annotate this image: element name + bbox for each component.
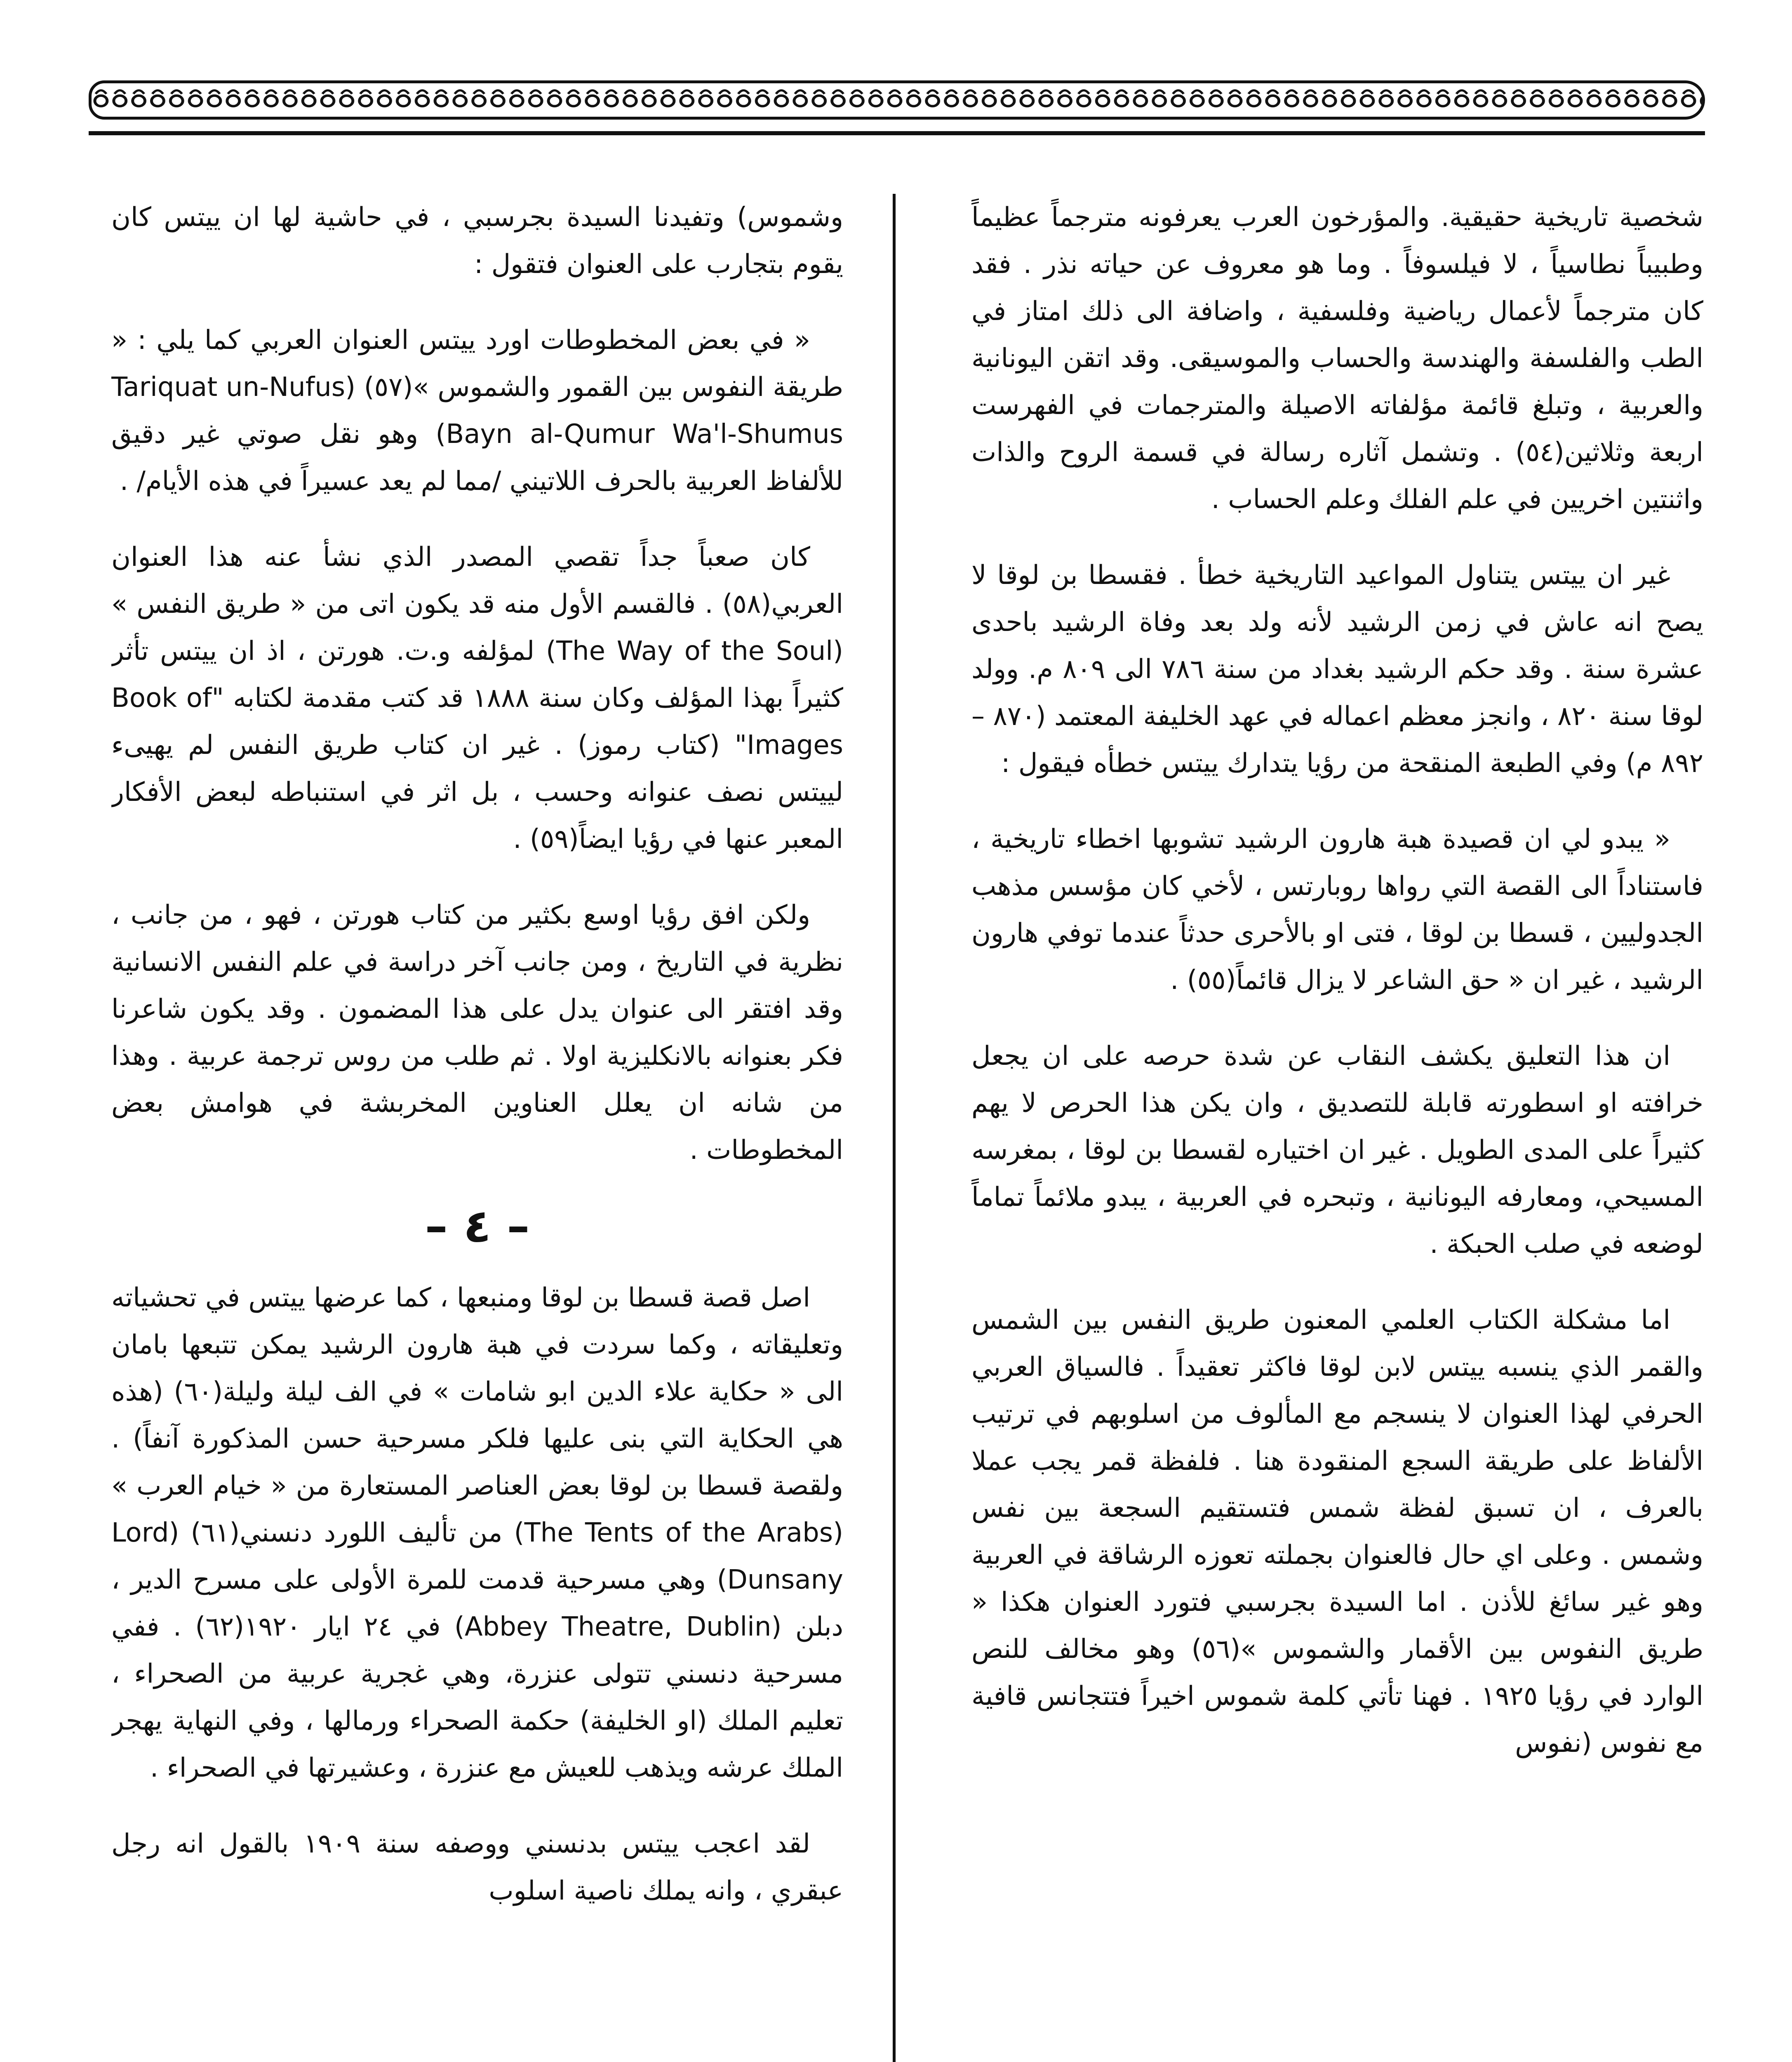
paragraph: اما مشكلة الكتاب العلمي المعنون طريق النفس بين الشمس والقمر الذي ينسبه ييتس لابن لوقا فاكثر تعقيداً . فالسياق العربي الحرفي لهذا العنوان لا ينسجم مع المألوف من اسلوبهم في ترتيب الألفاظ على طريقة السجع المنقودة هنا . فلفظة قمر يجب عملا بالعرف ، ان تسبق لفظة شمس فتستقيم السجعة بين نفس وشمس . وعلى اي حال فالعنوان بجملته تعوزه الرشاقة في العربية وهو غير سائغ للأذن . اما السيدة بجرسبي فتورد العنوان هكذا « طريق النفوس بين الأقمار والشموس »(٥٦) وهو مخالف للنص الوارد في رؤيا ١٩٢٥ . فهنا تأتي كلمة شموس اخيراً فتتجانس قافية مع نفوس (نفوس: [971, 1305, 1703, 1758]
column-divider: [893, 194, 896, 2062]
right-column: [971, 194, 1703, 2062]
paragraph: ولكن افق رؤيا اوسع بكثير من كتاب هورتن ، فهو ، من جانب ، نظرية في التاريخ ، ومن جانب آخر دراسة في علم النفس الانسانية وقد افتقر الى عنوان يدل على هذا المضمون . وقد يكون شاعرنا فكر بعنوانه بالانكليزية اولا . ثم طلب من روس ترجمة عربية . وهذا من شانه ان يعلل العناوين المخربشة في هوامش بعض المخطوطات .: [111, 900, 843, 1165]
paragraph: شخصية تاريخية حقيقية. والمؤرخون العرب يعرفونه مترجماً عظيماً وطبيباً نطاسياً ، لا فيلسوفاً . وما هو معروف عن حياته نذر . فقد كان مترجماً لأعمال رياضية وفلسفية ، واضافة الى ذلك امتاز في الطب والفلسفة والهندسة والحساب والموسيقى. وقد اتقن اليونانية والعربية ، وتبلغ قائمة مؤلفاته الاصيلة والمترجمات في الفهرست اربعة وثلاثين(٥٤) . وتشمل آثاره رسالة في قسمة الروح والذات واثنتين اخريين في علم الفلك وعلم الحساب .: [971, 202, 1703, 515]
paragraph: غير ان ييتس يتناول المواعيد التاريخية خطأ . فقسطا بن لوقا لا يصح انه عاش في زمن الرشيد لأنه ولد بعد وفاة الرشيد باحدى عشرة سنة . وقد حكم الرشيد بغداد من سنة ٧٨٦ الى ٨٠٩ م. وولد لوقا سنة ٨٢٠ ، وانجز معظم اعماله في عهد الخليفة المعتمد (٨٧٠ – ٨٩٢ م) وفي الطبعة المنقحة من رؤيا يتدارك ييتس خطأه فيقول :: [971, 560, 1703, 779]
decorative-border: [89, 80, 1705, 120]
left-column: [111, 194, 843, 2062]
ornament-pattern: [92, 83, 1702, 117]
paragraph: لقد اعجب ييتس بدنسني ووصفه سنة ١٩٠٩ بالقول انه رجل عبقري ، وانه يملك ناصية اسلوب: [111, 1829, 843, 1906]
quote-paragraph: « يبدو لي ان قصيدة هبة هارون الرشيد تشوبها اخطاء تاريخية ، فاستناداً الى القصة التي رواها روبارتس ، لأخي كان مؤسس مذهب الجدوليين ، قسطا بن لوقا ، فتى او بالأحرى حدثاً عندما توفي هارون الرشيد ، غير ان « حق الشاعر لا يزال قائماً(٥٥) .: [971, 824, 1703, 996]
quote-paragraph: « في بعض المخطوطات اورد ييتس العنوان العربي كما يلي : « طريقة النفوس بين القمور والشموس »(٥٧) (Tariquat un-Nufus Bayn al-Qumur Wa'l-Shumus) وهو نقل صوتي غير دقيق للألفاظ العربية بالحرف اللاتيني /مما لم يعد عسيراً في هذه الأيام/ .: [111, 325, 843, 497]
header-rule: [89, 131, 1705, 135]
section-number: – ٤ –: [425, 1200, 530, 1252]
paragraph: وشموس) وتفيدنا السيدة بجرسبي ، في حاشية لها ان ييتس كان يقوم بتجارب على العنوان فتقول :: [111, 202, 843, 280]
paragraph: اصل قصة قسطا بن لوقا ومنبعها ، كما عرضها ييتس في تحشياته وتعليقاته ، وكما سردت في هبة هارون الرشيد يمكن تتبعها بامان الى « حكاية علاء الدين ابو شامات » في الف ليلة وليلة(٦٠) (هذه هي الحكاية التي بنى عليها فلكر مسرحية حسن المذكورة آنفاً) . ولقصة قسطا بن لوقا بعض العناصر المستعارة من « خيام العرب » (The Tents of the Arabs) من تأليف اللورد دنسني(٦١) (Lord Dunsany) وهي مسرحية قدمت للمرة الأولى على مسرح الدير ، دبلن (Abbey Theatre, Dublin) في ٢٤ ايار ١٩٢٠(٦٢) . ففي مسرحية دنسني تتولى عنزرة، وهي غجرية عربية من الصحراء ، تعليم الملك (او الخليفة) حكمة الصحراء ورمالها ، وفي النهاية يهجر الملك عرشه ويذهب للعيش مع عنزرة ، وعشيرتها في الصحراء .: [111, 1283, 843, 1783]
paragraph: كان صعباً جداً تقصي المصدر الذي نشأ عنه هذا العنوان العربي(٥٨) . فالقسم الأول منه قد يكون اتى من « طريق النفس » (The Way of the Soul) لمؤلفه و.ت. هورتن ، اذ ان ييتس تأثر كثيراً بهذا المؤلف وكان سنة ١٨٨٨ قد كتب مقدمة لكتابه "Book of Images" (كتاب رموز) . غير ان كتاب طريق النفس لم يهيىء لييتس نصف عنوانه وحسب ، بل اثر في استنباطه لبعض الأفكار المعبر عنها في رؤيا ايضاً(٥٩) .: [111, 542, 843, 854]
paragraph: ان هذا التعليق يكشف النقاب عن شدة حرصه على ان يجعل خرافته او اسطورته قابلة للتصديق ، وان يكن هذا الحرص لا يهم كثيراً على المدى الطويل . غير ان اختياره لقسطا بن لوقا ، بمغرسه المسيحي، ومعارفه اليونانية ، وتبحره في العربية ، يبدو ملائماً تماماً لوضعه في صلب الحبكة .: [971, 1041, 1703, 1259]
